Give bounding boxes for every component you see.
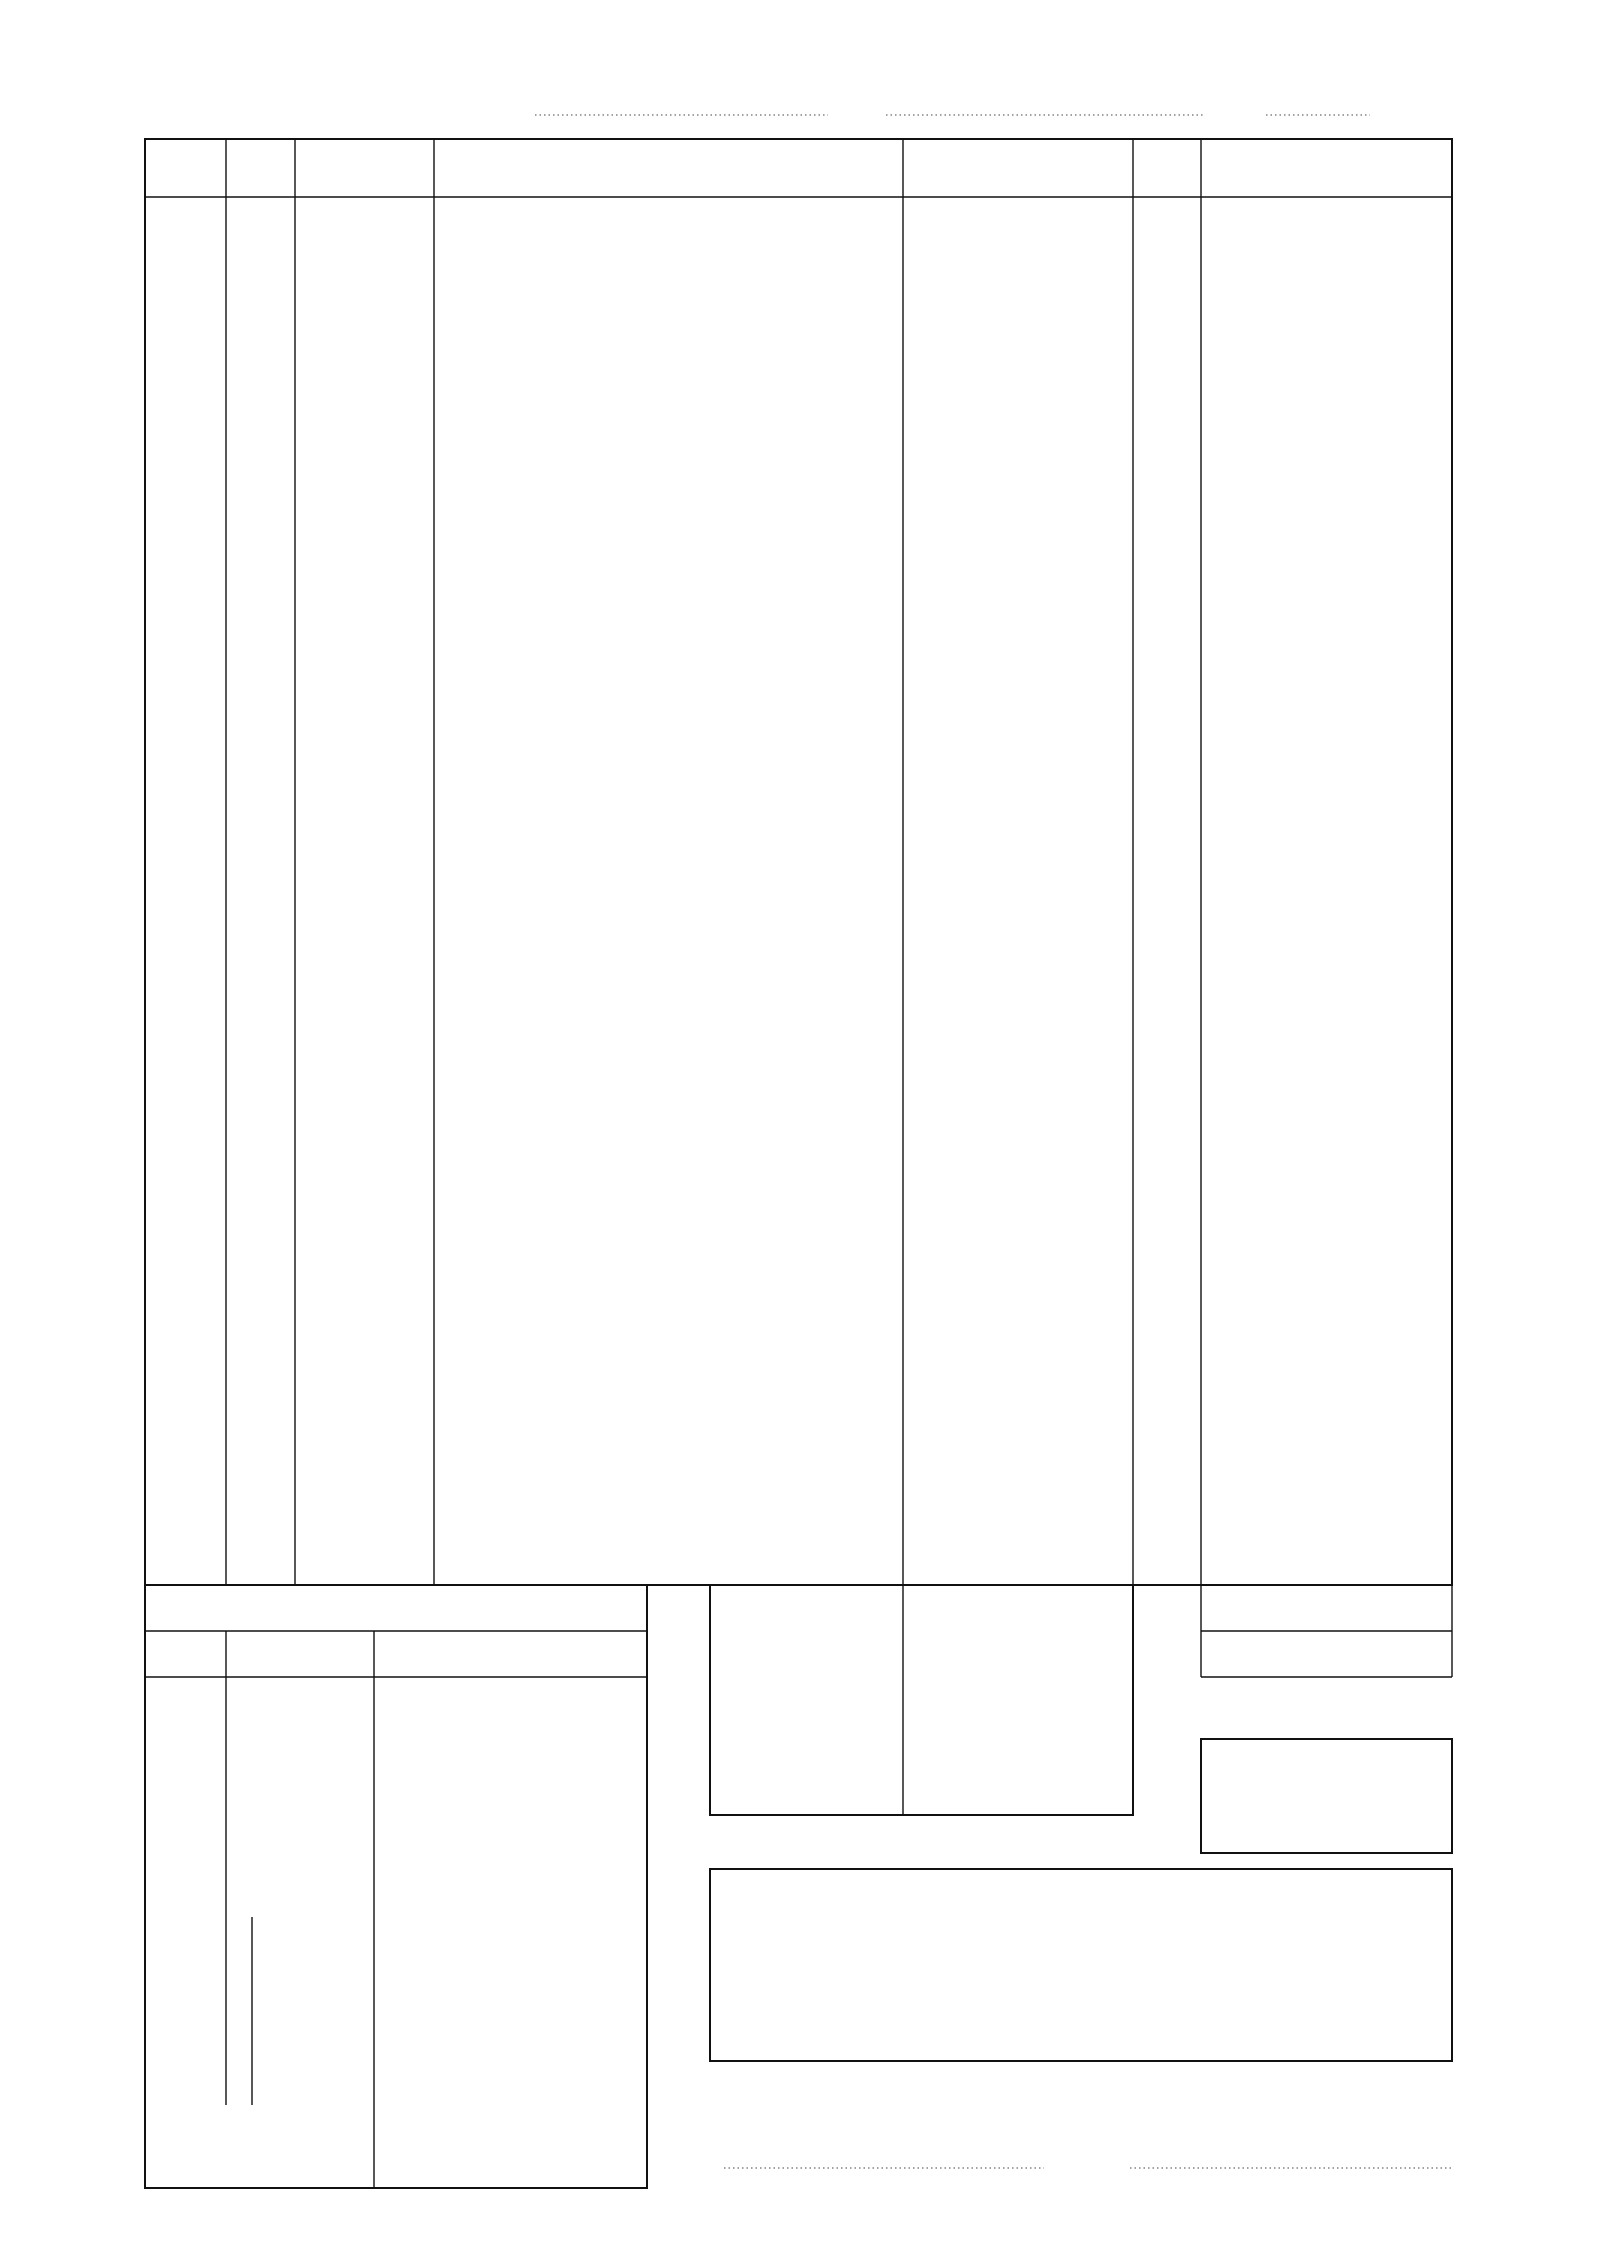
attachments-border bbox=[1201, 1739, 1452, 1853]
izdatak-totals-box bbox=[1201, 1585, 1452, 1677]
remarks-box[interactable] bbox=[710, 1869, 1452, 2061]
remarks-border bbox=[710, 1869, 1452, 2061]
main-ledger-table bbox=[145, 139, 1452, 1585]
denom-table-border bbox=[145, 1585, 647, 2188]
summary-border bbox=[710, 1585, 1133, 1815]
attachments-box[interactable] bbox=[1201, 1739, 1452, 1853]
cash-summary-box bbox=[710, 1585, 1133, 1815]
denomination-table bbox=[145, 1585, 647, 2188]
main-table-border bbox=[145, 139, 1452, 1585]
